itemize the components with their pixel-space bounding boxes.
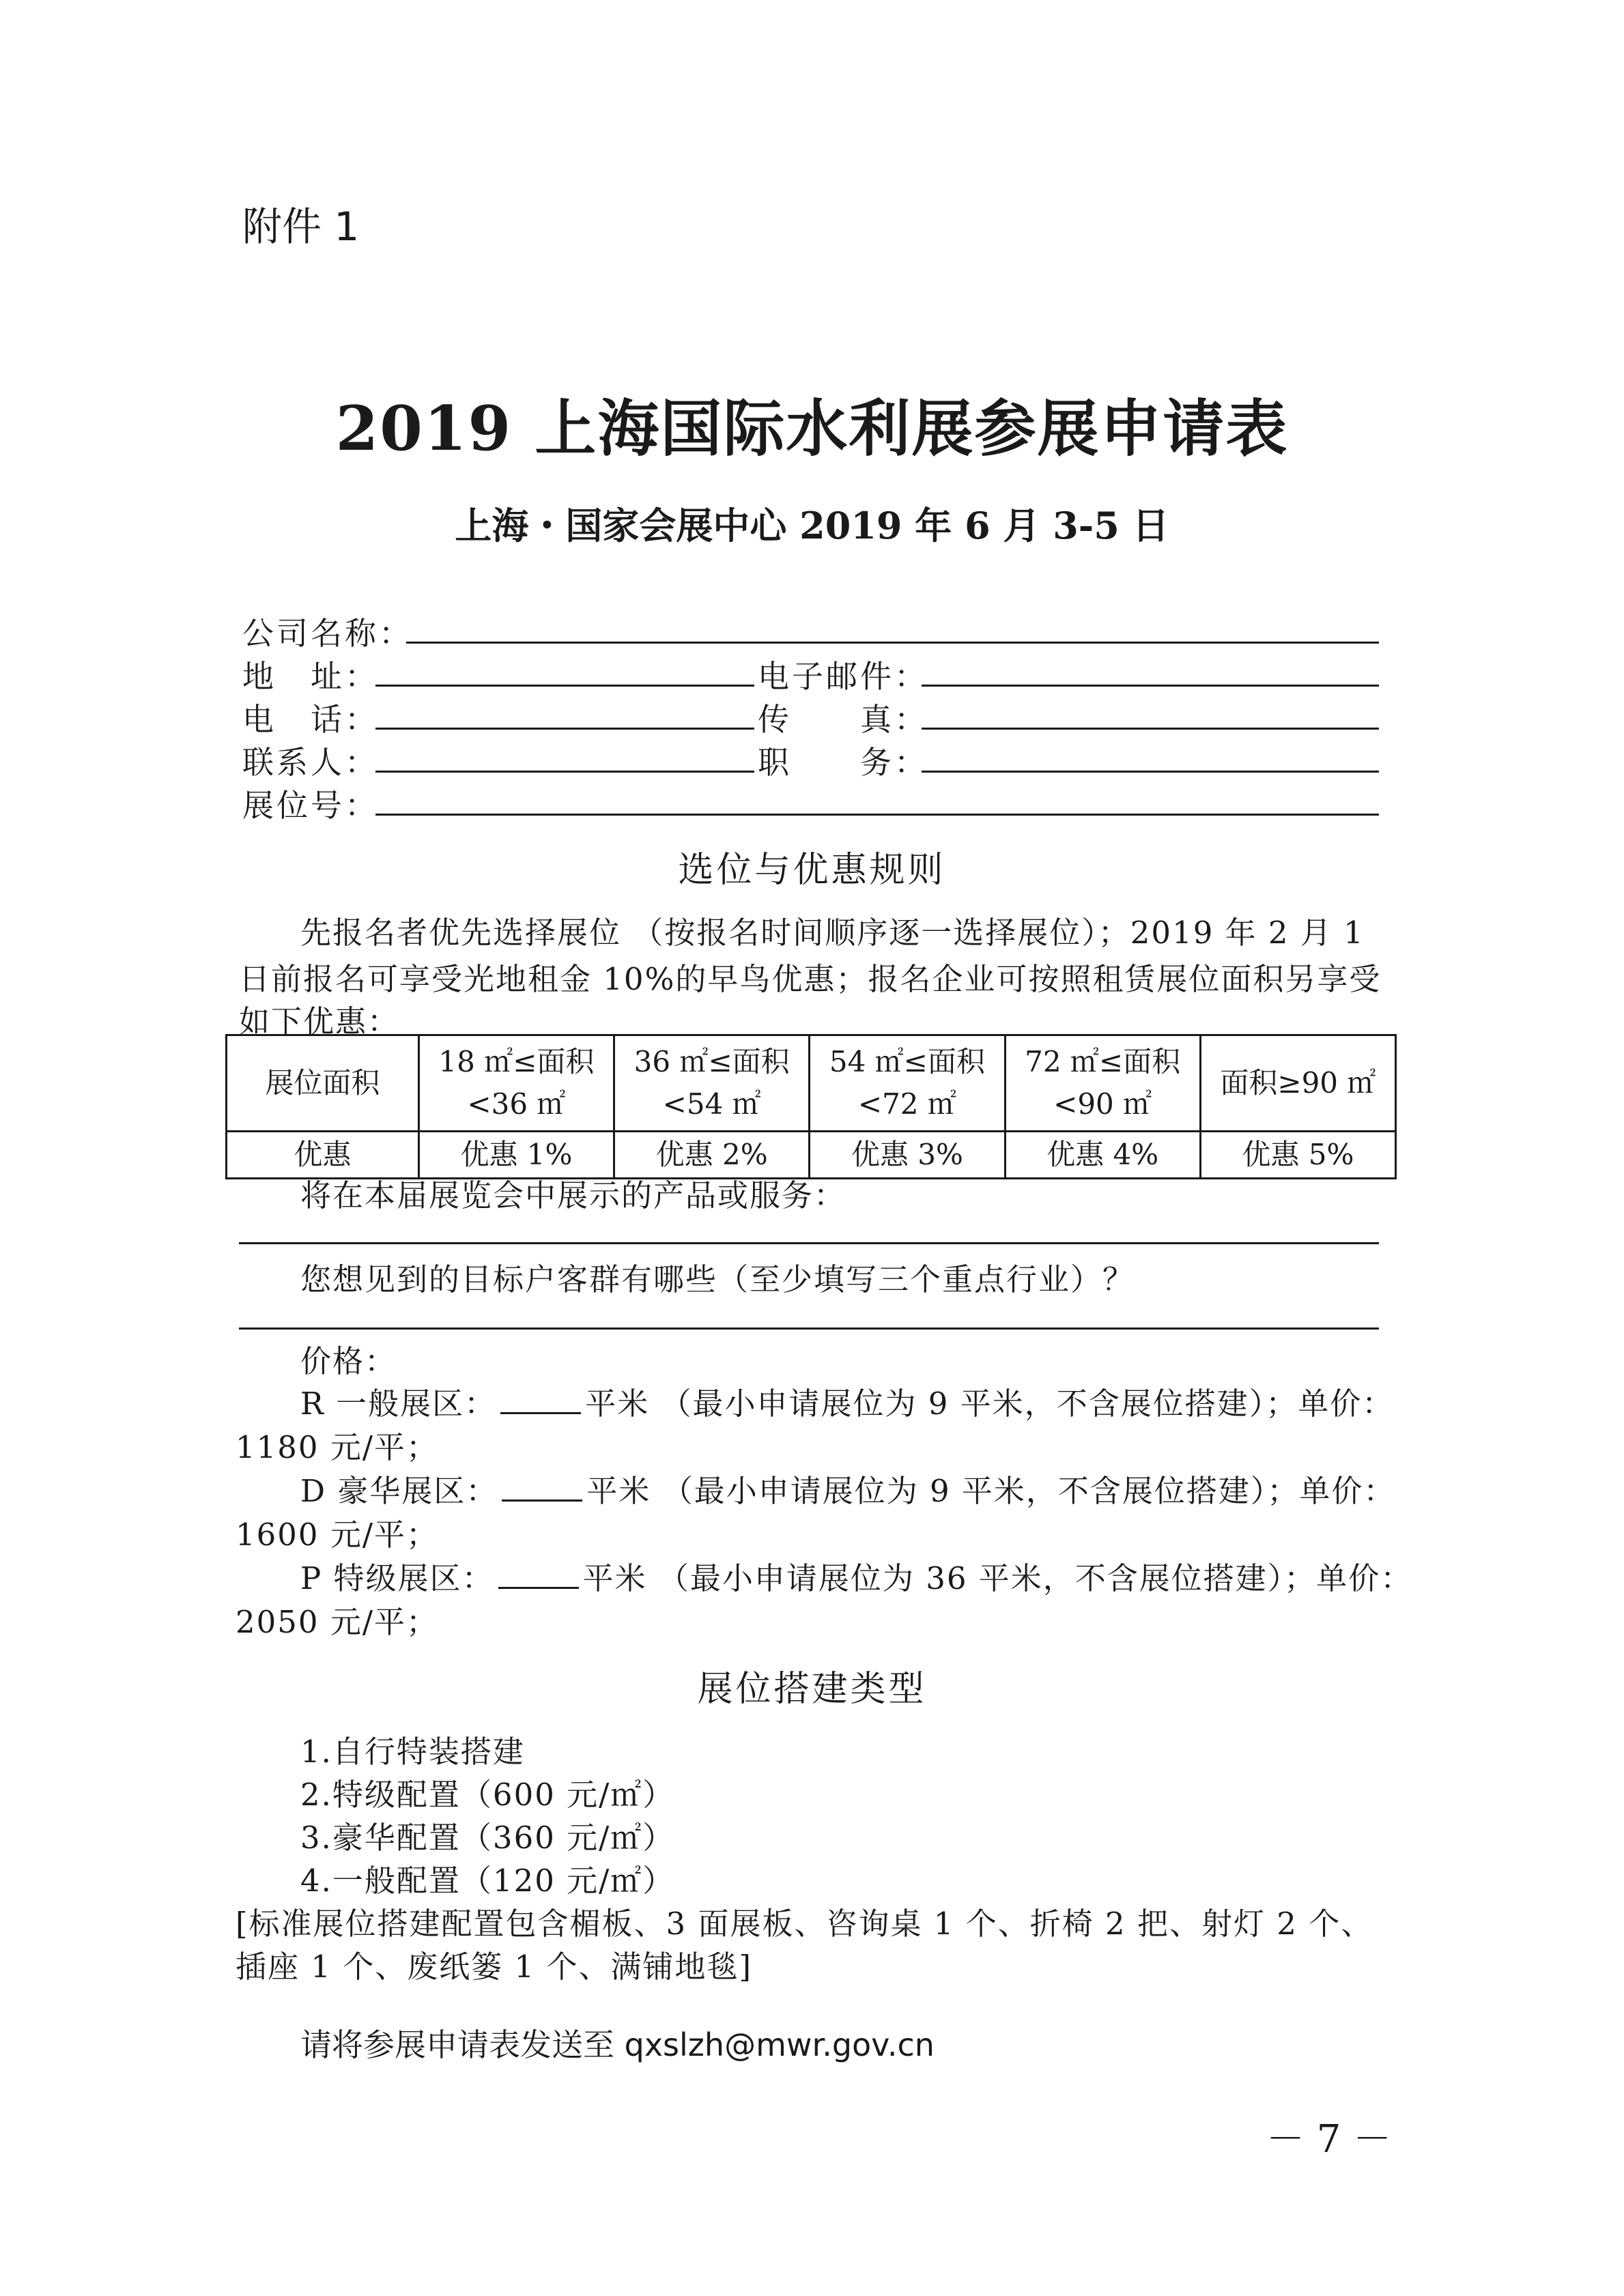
phone-field[interactable] [375, 728, 754, 730]
rules-paragraph-line2: 日前报名可享受光地租金 10%的早鸟优惠；报名企业可按照租赁展位面积另享受 [239, 961, 1382, 997]
price-r-area-field[interactable] [500, 1385, 581, 1414]
contact-field[interactable] [375, 771, 754, 773]
booth-number-field[interactable] [375, 814, 1379, 816]
price-p-unit: 2050 元/平； [236, 1604, 438, 1640]
price-d-unit: 1600 元/平； [236, 1517, 438, 1553]
table-cell: 展位面积 [227, 1035, 419, 1132]
table-row [227, 1035, 1396, 1132]
booth-number-label: 展位号： [242, 787, 379, 824]
position-field[interactable] [922, 771, 1379, 773]
price-d-line [300, 1466, 1395, 1510]
price-d-suffix: 平米 （最小申请展位为 9 平米，不含展位搭建）；单价： [586, 1473, 1396, 1509]
company-name-field[interactable] [406, 642, 1379, 644]
page-number: － 7 － [1266, 2117, 1392, 2162]
fax-field[interactable] [922, 728, 1379, 730]
price-r-unit: 1180 元/平； [236, 1429, 438, 1465]
table-cell: 面积≥90 ㎡ [1200, 1035, 1395, 1132]
table-cell: 72 ㎡≤面积<90 ㎡ [1005, 1035, 1200, 1132]
page-subtitle: 上海・国家会展中心 2019 年 6 月 3-5 日 [455, 504, 1169, 547]
email-field[interactable] [922, 685, 1379, 687]
list-item: 1.自行特装搭建 [300, 1734, 525, 1770]
send-to-instruction: 请将参展申请表发送至 qxslzh@mwr.gov.cn [300, 2026, 935, 2063]
attachment-label: 附件 1 [242, 203, 360, 250]
table-cell: 54 ㎡≤面积<72 ㎡ [810, 1035, 1005, 1132]
list-item: 4.一般配置（120 元/㎡） [300, 1863, 675, 1899]
price-d-area-field[interactable] [502, 1472, 582, 1502]
rules-heading: 选位与优惠规则 [678, 850, 946, 891]
table-cell: 36 ㎡≤面积<54 ㎡ [614, 1035, 810, 1132]
fax-label: 传 真： [758, 701, 928, 738]
products-question: 将在本届展览会中展示的产品或服务： [300, 1177, 846, 1214]
price-d-prefix: D 豪华展区： [300, 1473, 498, 1509]
booth-note-line2: 插座 1 个、废纸篓 1 个、满铺地毯] [236, 1949, 753, 1985]
table-cell: 优惠 5% [1200, 1132, 1395, 1179]
rules-paragraph-line1: 先报名者优先选择展位 （按报名时间顺序逐一选择展位）；2019 年 2 月 1 [300, 915, 1365, 951]
price-r-line [300, 1379, 1394, 1423]
contact-label: 联系人： [242, 744, 379, 781]
company-name-label: 公司名称： [242, 615, 413, 652]
price-r-suffix: 平米 （最小申请展位为 9 平米，不含展位搭建）；单价： [585, 1386, 1395, 1422]
price-p-line [300, 1553, 1412, 1598]
table-cell: 18 ㎡≤面积<36 ㎡ [418, 1035, 614, 1132]
customers-question: 您想见到的目标户客群有哪些（至少填写三个重点行业）？ [300, 1261, 1135, 1297]
table-cell: 优惠 4% [1005, 1132, 1200, 1179]
table-cell: 优惠 [227, 1132, 419, 1179]
page-title: 2019 上海国际水利展参展申请表 [335, 392, 1289, 465]
price-p-area-field[interactable] [498, 1560, 579, 1589]
customers-answer-field[interactable] [239, 1328, 1379, 1330]
position-label: 职 务： [758, 744, 928, 781]
price-label: 价格： [300, 1343, 397, 1379]
rules-paragraph-line3: 如下优惠： [239, 1003, 400, 1039]
phone-label: 电 话： [242, 701, 379, 738]
list-item: 2.特级配置（600 元/㎡） [300, 1777, 675, 1813]
discount-table [225, 1034, 1397, 1179]
address-field[interactable] [375, 685, 754, 687]
table-cell: 优惠 3% [810, 1132, 1005, 1179]
table-cell: 优惠 2% [614, 1132, 810, 1179]
price-r-prefix: R 一般展区： [300, 1386, 497, 1422]
table-cell: 优惠 1% [418, 1132, 614, 1179]
address-label: 地 址： [242, 658, 379, 695]
booth-note-line1: [标准展位搭建配置包含楣板、3 面展板、咨询桌 1 个、折椅 2 把、射灯 2 个、 [236, 1906, 1373, 1942]
products-answer-field[interactable] [239, 1242, 1379, 1244]
email-label: 电子邮件： [758, 658, 928, 695]
price-p-prefix: P 特级展区： [300, 1560, 494, 1596]
booth-types-heading: 展位搭建类型 [697, 1669, 927, 1710]
list-item: 3.豪华配置（360 元/㎡） [300, 1820, 675, 1856]
price-p-suffix: 平米 （最小申请展位为 36 平米，不含展位搭建）；单价： [582, 1560, 1413, 1596]
